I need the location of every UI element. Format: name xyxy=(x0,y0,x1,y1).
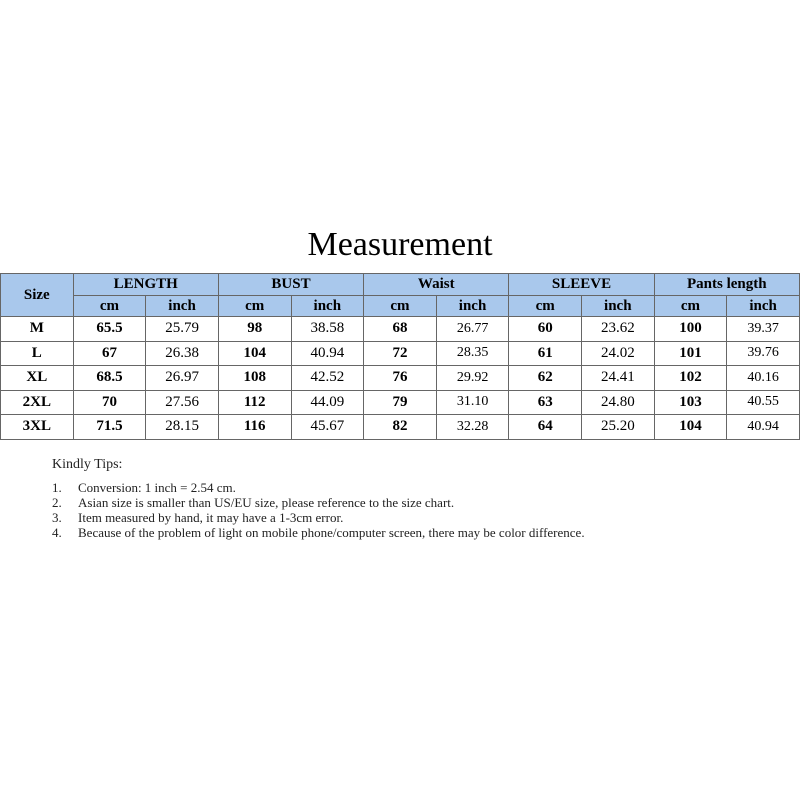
unit-header: inch xyxy=(146,296,219,317)
cm-cell: 65.5 xyxy=(73,317,146,342)
cm-cell: 61 xyxy=(509,341,582,366)
size-cell: 2XL xyxy=(1,390,74,415)
cm-cell: 62 xyxy=(509,366,582,391)
inch-cell: 28.35 xyxy=(436,341,509,366)
unit-header: cm xyxy=(364,296,437,317)
inch-cell: 45.67 xyxy=(291,415,364,440)
inch-cell: 24.41 xyxy=(582,366,655,391)
unit-header: cm xyxy=(509,296,582,317)
inch-cell: 40.55 xyxy=(727,390,800,415)
tip-text: Because of the problem of light on mobile phone/computer screen, there may be color difference. xyxy=(78,525,585,540)
unit-header: inch xyxy=(436,296,509,317)
group-header-row xyxy=(1,274,800,296)
cm-cell: 102 xyxy=(654,366,727,391)
size-cell: M xyxy=(1,317,74,342)
table-row xyxy=(1,390,800,415)
tip-number: 2. xyxy=(52,495,62,510)
inch-cell: 26.97 xyxy=(146,366,219,391)
inch-cell: 26.38 xyxy=(146,341,219,366)
inch-cell: 31.10 xyxy=(436,390,509,415)
tip-text: Conversion: 1 inch = 2.54 cm. xyxy=(78,480,236,495)
cm-cell: 82 xyxy=(364,415,437,440)
inch-cell: 27.56 xyxy=(146,390,219,415)
cm-cell: 68 xyxy=(364,317,437,342)
size-cell: L xyxy=(1,341,74,366)
tip-number: 3. xyxy=(52,510,62,525)
unit-header: inch xyxy=(291,296,364,317)
table-row xyxy=(1,341,800,366)
inch-cell: 25.79 xyxy=(146,317,219,342)
size-cell: 3XL xyxy=(1,415,74,440)
cm-cell: 100 xyxy=(654,317,727,342)
tip-number: 4. xyxy=(52,525,62,540)
cm-cell: 104 xyxy=(218,341,291,366)
unit-header: inch xyxy=(727,296,800,317)
cm-cell: 67 xyxy=(73,341,146,366)
table-row xyxy=(1,415,800,440)
inch-cell: 32.28 xyxy=(436,415,509,440)
group-header: LENGTH xyxy=(73,274,218,296)
cm-cell: 79 xyxy=(364,390,437,415)
unit-header: cm xyxy=(218,296,291,317)
tip-item xyxy=(52,510,585,525)
inch-cell: 26.77 xyxy=(436,317,509,342)
inch-cell: 29.92 xyxy=(436,366,509,391)
size-cell: XL xyxy=(1,366,74,391)
tip-text: Asian size is smaller than US/EU size, please reference to the size chart. xyxy=(78,495,455,510)
cm-cell: 103 xyxy=(654,390,727,415)
unit-header: inch xyxy=(582,296,655,317)
unit-header: cm xyxy=(654,296,727,317)
tip-item xyxy=(52,495,585,510)
cm-cell: 63 xyxy=(509,390,582,415)
cm-cell: 76 xyxy=(364,366,437,391)
tip-number: 1. xyxy=(52,480,62,495)
inch-cell: 40.94 xyxy=(291,341,364,366)
group-header: Pants length xyxy=(654,274,799,296)
tip-text: Item measured by hand, it may have a 1-3cm error. xyxy=(78,510,344,525)
cm-cell: 101 xyxy=(654,341,727,366)
inch-cell: 42.52 xyxy=(291,366,364,391)
inch-cell: 39.37 xyxy=(727,317,800,342)
inch-cell: 40.94 xyxy=(727,415,800,440)
kindly-tips xyxy=(52,457,585,540)
tip-item xyxy=(52,525,585,540)
cm-cell: 98 xyxy=(218,317,291,342)
cm-cell: 116 xyxy=(218,415,291,440)
inch-cell: 44.09 xyxy=(291,390,364,415)
page-title: Measurement xyxy=(307,226,493,263)
cm-cell: 104 xyxy=(654,415,727,440)
inch-cell: 40.16 xyxy=(727,366,800,391)
table-row xyxy=(1,317,800,342)
unit-header: cm xyxy=(73,296,146,317)
group-header: SLEEVE xyxy=(509,274,654,296)
inch-cell: 28.15 xyxy=(146,415,219,440)
cm-cell: 70 xyxy=(73,390,146,415)
inch-cell: 38.58 xyxy=(291,317,364,342)
cm-cell: 68.5 xyxy=(73,366,146,391)
cm-cell: 64 xyxy=(509,415,582,440)
unit-header-row xyxy=(1,296,800,317)
cm-cell: 108 xyxy=(218,366,291,391)
inch-cell: 24.80 xyxy=(582,390,655,415)
group-header: Waist xyxy=(364,274,509,296)
inch-cell: 23.62 xyxy=(582,317,655,342)
group-header: BUST xyxy=(218,274,363,296)
size-chart-table xyxy=(0,273,800,440)
cm-cell: 60 xyxy=(509,317,582,342)
inch-cell: 39.76 xyxy=(727,341,800,366)
inch-cell: 25.20 xyxy=(582,415,655,440)
cm-cell: 112 xyxy=(218,390,291,415)
inch-cell: 24.02 xyxy=(582,341,655,366)
cm-cell: 72 xyxy=(364,341,437,366)
cm-cell: 71.5 xyxy=(73,415,146,440)
tips-heading: Kindly Tips: xyxy=(52,457,123,472)
table-row xyxy=(1,366,800,391)
size-header: Size xyxy=(1,274,74,317)
tip-item xyxy=(52,480,585,495)
